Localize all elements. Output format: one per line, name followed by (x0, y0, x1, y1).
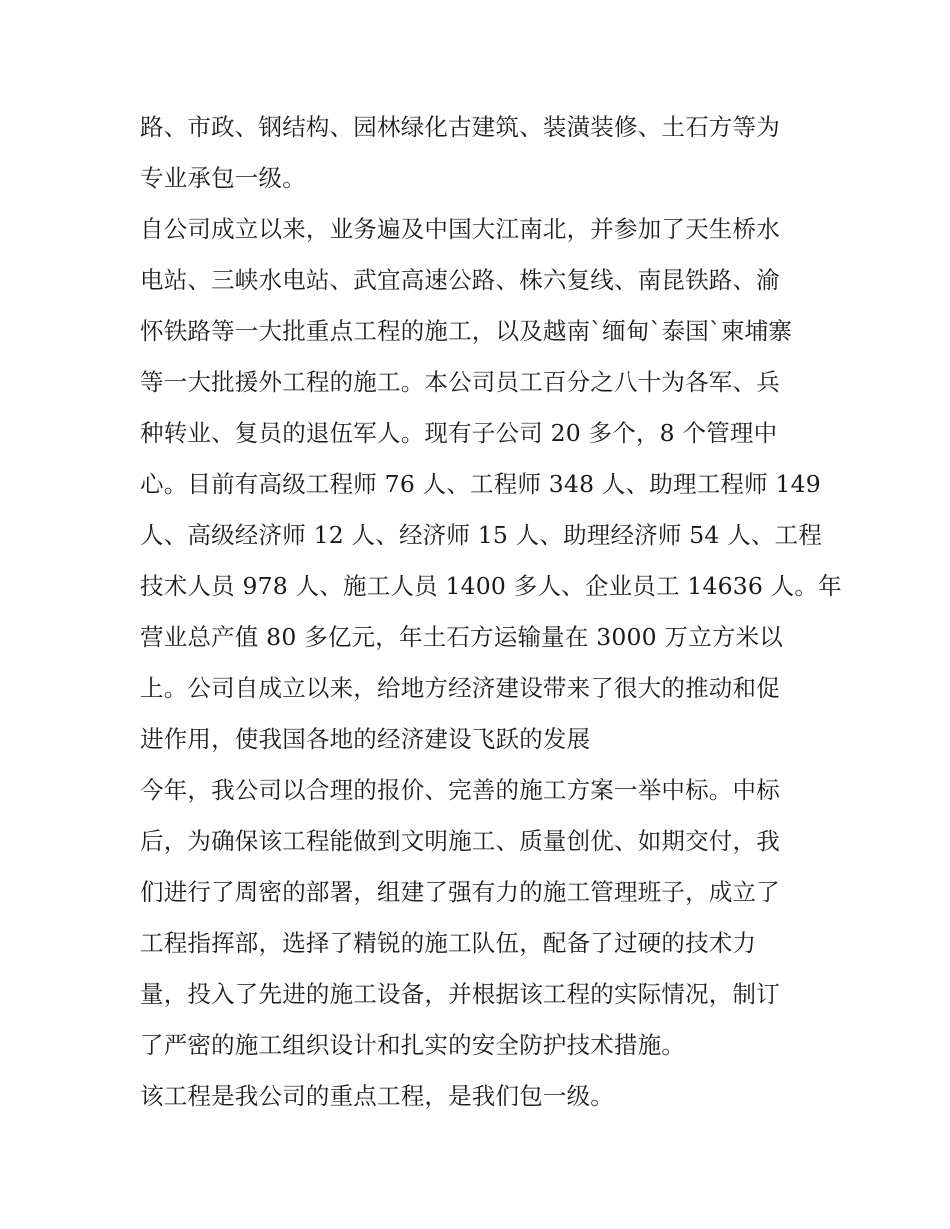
text-line: 技术人员 978 人、施工人员 1400 多人、企业员工 14636 人。年 (140, 572, 842, 600)
text-line: 营业总产值 80 多亿元，年土石方运输量在 3000 万立方米以 (140, 623, 783, 651)
text-line: 心。目前有高级工程师 76 人、工程师 348 人、助理工程师 149 (140, 470, 821, 498)
text-line: 电站、三峡水电站、武宜高速公路、株六复线、南昆铁路、渝 (140, 266, 780, 294)
body-text (140, 102, 842, 1122)
text-line: 专业承包一级。 (140, 164, 306, 192)
text-line: 路、市政、钢结构、园林绿化古建筑、装潢装修、土石方等为 (140, 113, 780, 141)
text-line: 该工程是我公司的重点工程，是我们包一级。 (140, 1082, 614, 1110)
text-line: 人、高级经济师 12 人、经济师 15 人、助理经济师 54 人、工程 (140, 521, 823, 549)
text-line: 等一大批援外工程的施工。本公司员工百分之八十为各军、兵 (140, 368, 780, 396)
text-line: 了严密的施工组织设计和扎实的安全防护技术措施。 (140, 1031, 686, 1059)
text-line: 工程指挥部，选择了精锐的施工队伍，配备了过硬的技术力 (140, 929, 757, 957)
text-line: 量，投入了先进的施工设备，并根据该工程的实际情况，制订 (140, 980, 780, 1008)
text-line: 上。公司自成立以来，给地方经济建设带来了很大的推动和促 (140, 674, 780, 702)
text-line: 后，为确保该工程能做到文明施工、质量创优、如期交付，我 (140, 827, 780, 855)
text-line: 们进行了周密的部署，组建了强有力的施工管理班子，成立了 (140, 878, 780, 906)
text-line: 今年，我公司以合理的报价、完善的施工方案一举中标。中标 (140, 776, 780, 804)
text-line: 自公司成立以来，业务遍及中国大江南北，并参加了天生桥水 (140, 215, 780, 243)
text-line: 进作用，使我国各地的经济建设飞跃的发展 (140, 725, 591, 753)
text-line: 怀铁路等一大批重点工程的施工，以及越南`缅甸`泰国`柬埔寨 (140, 317, 793, 345)
text-line: 种转业、复员的退伍军人。现有子公司 20 多个，8 个管理中 (140, 419, 778, 447)
